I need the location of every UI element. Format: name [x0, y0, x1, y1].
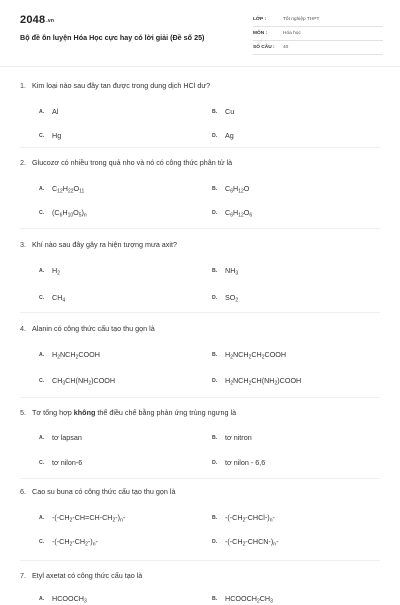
- question-divider: [20, 312, 380, 313]
- option-d[interactable]: [212, 458, 265, 467]
- question-prompt: [20, 81, 380, 90]
- option-letter: B.: [212, 515, 218, 521]
- option-d[interactable]: [212, 208, 252, 217]
- option-c[interactable]: [39, 131, 61, 140]
- option-c[interactable]: [39, 293, 65, 302]
- option-text: tơ nitron: [225, 433, 252, 442]
- option-b[interactable]: [212, 266, 238, 275]
- meta-count-row: [253, 41, 383, 55]
- option-a[interactable]: [39, 266, 60, 275]
- option-letter: D.: [212, 539, 218, 545]
- question-prompt: [20, 240, 380, 249]
- meta-subject-label: MÔN :: [253, 31, 268, 36]
- option-text: Al: [52, 107, 59, 116]
- option-text: $H_2NCH_2CH(NH_2)COOH$: [225, 376, 302, 387]
- question-text-before: Tơ tổng hợp: [32, 408, 74, 417]
- option-text: tơ nilon - 6,6: [225, 458, 266, 467]
- option-d[interactable]: [212, 131, 234, 140]
- option-letter: C.: [39, 295, 45, 301]
- option-c[interactable]: [39, 376, 115, 385]
- option-text: $CH_3CH(NH_2)COOH$: [52, 376, 116, 387]
- option-a[interactable]: [39, 433, 82, 442]
- question-number: 3.: [20, 240, 26, 249]
- question-text: Kim loại nào sau đây tan được trong dung dịch HCl dư?: [32, 81, 211, 90]
- option-letter: A.: [39, 186, 45, 192]
- question-prompt: [20, 487, 380, 496]
- option-a[interactable]: [39, 513, 125, 522]
- meta-count-label: SỐ CÂU :: [253, 45, 275, 50]
- meta-subject-value: Hóa học: [283, 31, 301, 36]
- option-text: Ag: [225, 131, 234, 140]
- question-prompt: [20, 408, 380, 417]
- option-letter: D.: [212, 378, 218, 384]
- document-title: Bộ đề ôn luyện Hóa Học cực hay có lời giải (Đề số 25): [20, 33, 205, 42]
- question-number: 4.: [20, 324, 26, 333]
- option-text: $(C_6H_{10}O_5)_n$: [52, 208, 87, 219]
- question-divider: [20, 228, 380, 229]
- option-text: Cu: [225, 107, 235, 116]
- question-number: 1.: [20, 81, 26, 90]
- option-letter: A.: [39, 596, 45, 602]
- option-letter: C.: [39, 378, 45, 384]
- option-text: $H_2NCH_2CH_2COOH$: [225, 350, 287, 361]
- question-prompt: [20, 324, 380, 333]
- option-c[interactable]: [39, 458, 82, 467]
- option-letter: B.: [212, 435, 218, 441]
- header-divider: [0, 66, 400, 67]
- option-letter: D.: [212, 460, 218, 466]
- option-a[interactable]: [39, 184, 84, 193]
- option-text: $-(-CH_2-CH=CH-CH_2-)_n-$: [52, 513, 126, 524]
- option-text: $CH_4$: [52, 293, 66, 304]
- option-letter: C.: [39, 210, 45, 216]
- option-text: $HCOOCH_3$: [52, 594, 87, 605]
- meta-subject-row: [253, 27, 383, 41]
- option-letter: D.: [212, 210, 218, 216]
- option-text: $-(-CH_2-CHCN-)_n-$: [225, 537, 279, 548]
- option-b[interactable]: [212, 513, 275, 522]
- option-a[interactable]: [39, 594, 87, 603]
- question-number: 5.: [20, 408, 26, 417]
- option-b[interactable]: [212, 184, 249, 193]
- header: [0, 0, 400, 60]
- option-text: Hg: [52, 131, 62, 140]
- option-letter: D.: [212, 295, 218, 301]
- option-text: $HCOOCH_2CH_3$: [225, 594, 273, 605]
- option-letter: A.: [39, 352, 45, 358]
- question-text-emphasis: không: [73, 408, 96, 417]
- question-number: 6.: [20, 487, 26, 496]
- option-a[interactable]: [39, 107, 58, 116]
- question-text-after: thể điều chế bằng phản ứng trùng ngưng là: [95, 408, 237, 417]
- option-b[interactable]: [212, 433, 252, 442]
- question-number: 7.: [20, 571, 26, 580]
- option-text: $H_2NCH_2COOH$: [52, 350, 100, 361]
- meta-class-label: LỚP :: [253, 17, 267, 22]
- option-text: $C_{12}H_{22}O_{11}$: [52, 184, 85, 195]
- logo-suffix: .vn: [46, 18, 55, 24]
- question-divider: [20, 397, 380, 398]
- option-b[interactable]: [212, 350, 286, 359]
- option-c[interactable]: [39, 537, 98, 546]
- option-letter: A.: [39, 515, 45, 521]
- option-letter: B.: [212, 268, 218, 274]
- option-letter: A.: [39, 435, 45, 441]
- option-text: $C_6H_{12}O$: [225, 184, 250, 195]
- option-text: $NH_3$: [225, 266, 239, 277]
- option-text: $C_6H_{12}O_6$: [225, 208, 253, 219]
- option-letter: A.: [39, 109, 45, 115]
- question-prompt: [20, 158, 380, 167]
- option-letter: B.: [212, 352, 218, 358]
- option-letter: B.: [212, 186, 218, 192]
- option-text: tơ lapsan: [52, 433, 82, 442]
- option-text: tơ nilon-6: [52, 458, 83, 467]
- option-b[interactable]: [212, 594, 273, 603]
- option-letter: C.: [39, 539, 45, 545]
- logo-text: 2048: [20, 14, 46, 26]
- option-text: $SO_2$: [225, 293, 239, 304]
- question-text: Cao su buna có công thức cấu tạo thu gọn là: [32, 487, 176, 496]
- option-a[interactable]: [39, 350, 100, 359]
- option-c[interactable]: [39, 208, 87, 217]
- question-prompt: [20, 571, 380, 580]
- option-letter: B.: [212, 596, 218, 602]
- question-number: 2.: [20, 158, 26, 167]
- option-letter: A.: [39, 268, 45, 274]
- question-text: Glucozơ có nhiều trong quả nho và nó có công thức phân tử là: [32, 158, 233, 167]
- meta-class-value: Tốt nghiệp THPT: [283, 17, 320, 22]
- site-logo[interactable]: [20, 14, 54, 26]
- option-d[interactable]: [212, 293, 238, 302]
- option-letter: D.: [212, 133, 218, 139]
- option-b[interactable]: [212, 107, 234, 116]
- question-text: Etyl axetat có công thức cấu tạo là: [32, 571, 143, 580]
- option-letter: C.: [39, 460, 45, 466]
- option-d[interactable]: [212, 537, 278, 546]
- question-text: Alanin có công thức cấu tạo thu gọn là: [32, 324, 155, 333]
- meta-count-value: 40: [283, 45, 289, 50]
- option-d[interactable]: [212, 376, 301, 385]
- option-letter: C.: [39, 133, 45, 139]
- question-divider: [20, 560, 380, 561]
- question-divider: [20, 478, 380, 479]
- option-text: $H_2$: [52, 266, 60, 277]
- meta-class-row: [253, 13, 383, 27]
- option-text: $-(-CH_2-CH_2-)_n-$: [52, 537, 98, 548]
- option-text: $-(-CH_2-CHCl-)_n-$: [225, 513, 275, 524]
- question-text: Khí nào sau đây gây ra hiện tượng mưa axit?: [32, 240, 177, 249]
- question-divider: [20, 147, 380, 148]
- option-letter: B.: [212, 109, 218, 115]
